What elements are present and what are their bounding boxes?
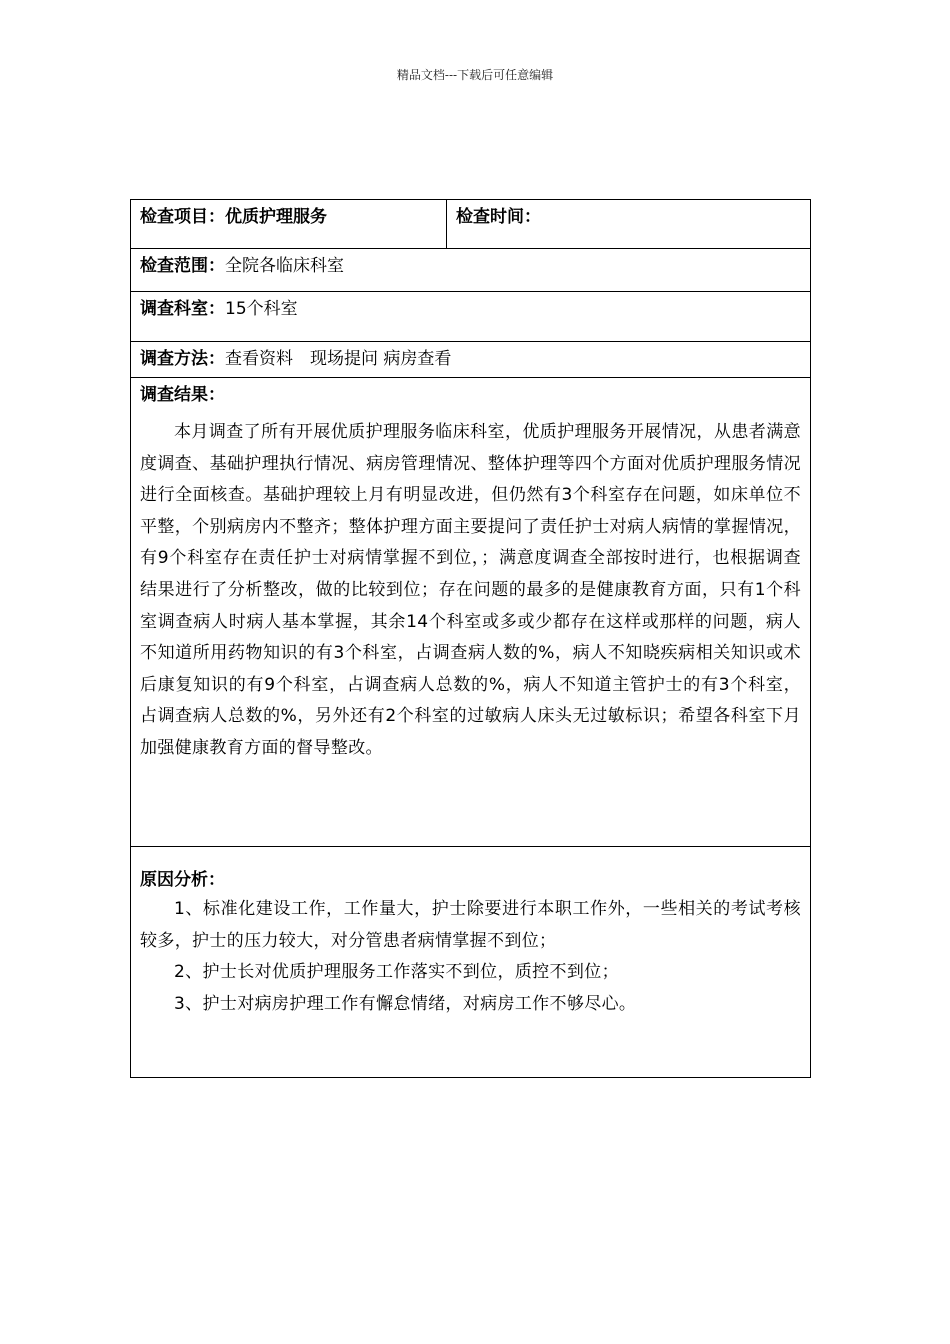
- page-header: 精品文档---下载后可任意编辑: [396, 68, 554, 82]
- inspection-item-label: 检查项目：: [140, 207, 225, 227]
- cause-item: 1、标准化建设工作，工作量大，护士除要进行本职工作外，一些相关的考试考核较多，护士的压力较大，对分管患者病情掌握不到位；: [140, 899, 801, 951]
- row-item-time: [131, 200, 810, 249]
- inspection-scope-value: 全院各临床科室: [225, 256, 344, 276]
- survey-departments-label: 调查科室：: [140, 299, 225, 319]
- survey-method-label: 调查方法：: [140, 349, 225, 369]
- cause-item: 3、护士对病房护理工作有懈怠情绪，对病房工作不够尽心。: [174, 993, 637, 1014]
- cause-item: 2、护士长对优质护理服务工作落实不到位，质控不到位；: [174, 962, 619, 982]
- inspection-time-label: 检查时间：: [456, 207, 541, 227]
- survey-results-text: 本月调查了所有开展优质护理服务临床科室，优质护理服务开展情况，从患者满意度调查、基础护理执行情况、病房管理情况、整体护理等四个方面对优质护理服务情况进行全面核查。基础护理较上月有明显改进，但仍然有3个科室存在问题，如床单位不平整，个别病房内不整齐；整体护理方面主要提问了责任护士对病人病情的掌握情况，有9个科室存在责任护士对病情掌握不到位，；满意度调查全部按时进行，也根据调查结果进行了分析整改，做的比较到位；存在问题的最多的是健康教育方面，只有1个科室调查病人时病人基本掌握，其余14个科室或多或少都存在这样或那样的问题，病人不知道所用药物知识的有3个科室，占调查病人数的%，病人不知晓疾病相关知识或术后康复知识的有9个科室，占调查病人总数的%，病人不知道主管护士的有3个科室，占调查病人总数的%，另外还有2个科室的过敏病人床头无过敏标识；希望各科室下月加强健康教育方面的督导整改。: [140, 422, 801, 758]
- survey-method-value: 查看资料 现场提问 病房查看: [225, 349, 452, 369]
- row-cause-analysis: [131, 847, 810, 1077]
- inspection-record-table: [130, 199, 811, 1078]
- row-scope: [131, 249, 810, 292]
- cause-analysis-label: 原因分析：: [140, 870, 225, 890]
- row-departments: [131, 292, 810, 342]
- row-results: [131, 378, 810, 847]
- inspection-scope-label: 检查范围：: [140, 256, 225, 276]
- inspection-item-cell: [131, 200, 447, 248]
- cause-list: [140, 894, 801, 1020]
- survey-results-label: 调查结果：: [140, 385, 225, 405]
- inspection-time-cell: [447, 200, 810, 248]
- inspection-item-value: 优质护理服务: [225, 207, 327, 227]
- row-method: [131, 342, 810, 378]
- survey-departments-value: 15个科室: [225, 299, 298, 319]
